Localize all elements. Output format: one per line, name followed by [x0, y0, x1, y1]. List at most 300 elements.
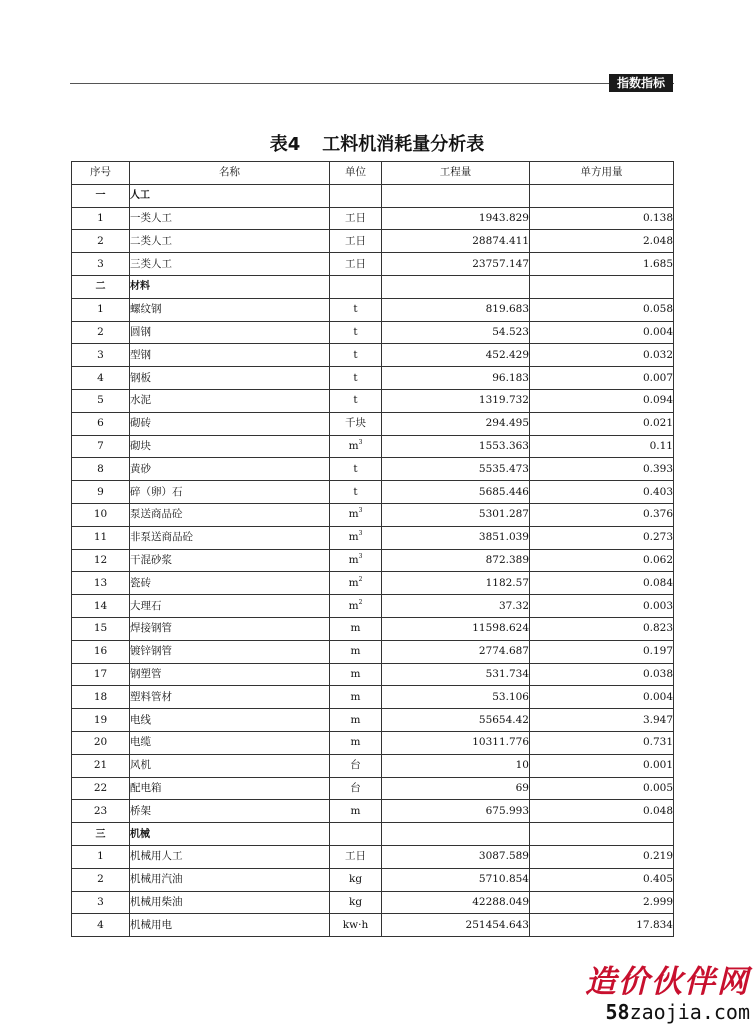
header-rule — [70, 83, 674, 84]
cell-unit-text: m — [348, 599, 359, 612]
cell-rate — [530, 823, 674, 846]
cell-no — [72, 800, 130, 823]
cell-unit — [330, 777, 382, 800]
cell-no-text: 8 — [97, 462, 104, 475]
cell-no-text: 18 — [93, 690, 108, 703]
cell-name-text: 焊接钢管 — [130, 622, 172, 635]
cell-unit-text: m — [350, 736, 361, 749]
consumption-table — [71, 161, 674, 937]
cell-name — [130, 754, 330, 777]
table-row — [72, 640, 674, 663]
cell-qty-text: 675.993 — [485, 804, 529, 817]
cell-rate — [530, 367, 674, 390]
cell-qty — [382, 275, 530, 298]
cell-no — [72, 914, 130, 937]
cell-rate-text: 1.685 — [642, 257, 673, 270]
cell-qty-text: 3851.039 — [478, 531, 529, 544]
cell-name-text: 机械用柴油 — [130, 895, 183, 908]
cell-unit — [330, 389, 382, 412]
cell-rate-text: 0.403 — [642, 485, 673, 498]
cell-no-text: 6 — [97, 417, 104, 430]
cell-no — [72, 845, 130, 868]
cell-no — [72, 184, 130, 207]
cell-rate-text: 17.834 — [636, 918, 673, 931]
cell-qty-text: 11598.624 — [472, 622, 529, 635]
cell-unit-text: t — [353, 303, 358, 316]
table-header-row — [72, 162, 674, 185]
cell-no-text: 10 — [93, 508, 108, 521]
cell-rate — [530, 595, 674, 618]
cell-rate-text: 0.062 — [642, 553, 673, 566]
cell-qty — [382, 184, 530, 207]
cell-rate-text: 2.999 — [642, 895, 673, 908]
cell-unit-text: m — [348, 508, 359, 521]
cell-rate — [530, 412, 674, 435]
cell-rate — [530, 298, 674, 321]
cell-name-text: 配电箱 — [130, 781, 162, 794]
cell-rate-text: 0.048 — [642, 804, 673, 817]
cell-unit — [330, 253, 382, 276]
cell-no — [72, 686, 130, 709]
cell-qty — [382, 412, 530, 435]
cell-name-text: 机械用电 — [130, 918, 172, 931]
cell-no — [72, 207, 130, 230]
cell-rate-text: 0.11 — [649, 439, 673, 452]
cell-rate — [530, 207, 674, 230]
cell-qty — [382, 253, 530, 276]
cell-no-text: 二 — [95, 281, 106, 293]
cell-no-text: 21 — [93, 759, 108, 772]
cell-qty-text: 5710.854 — [478, 873, 529, 886]
cell-name — [130, 253, 330, 276]
col-header-qty: 工程量 — [382, 162, 530, 185]
table-row — [72, 298, 674, 321]
cell-name-text: 风机 — [130, 759, 151, 772]
cell-no-text: 17 — [93, 667, 108, 680]
section-row — [72, 184, 674, 207]
cell-rate — [530, 914, 674, 937]
cell-rate-text: 0.094 — [642, 394, 673, 407]
cell-unit — [330, 435, 382, 458]
cell-unit — [330, 731, 382, 754]
cell-no — [72, 435, 130, 458]
cell-unit-text: t — [353, 325, 358, 338]
cell-unit — [330, 549, 382, 572]
cell-no — [72, 367, 130, 390]
cell-no — [72, 617, 130, 640]
cell-rate — [530, 344, 674, 367]
cell-unit-text: 千块 — [345, 417, 366, 430]
cell-unit — [330, 344, 382, 367]
cell-qty-text: 37.32 — [498, 599, 529, 612]
table-row — [72, 845, 674, 868]
table-title — [0, 130, 754, 156]
cell-unit — [330, 640, 382, 663]
cell-qty — [382, 458, 530, 481]
table-row — [72, 321, 674, 344]
cell-qty-text: 819.683 — [485, 303, 529, 316]
cell-unit-text: t — [353, 462, 358, 475]
cell-unit — [330, 367, 382, 390]
cell-rate — [530, 686, 674, 709]
cell-qty-text: 1943.829 — [478, 211, 529, 224]
cell-unit — [330, 526, 382, 549]
cell-qty — [382, 663, 530, 686]
cell-no — [72, 572, 130, 595]
cell-no — [72, 230, 130, 253]
table-row — [72, 595, 674, 618]
unit-exponent: 3 — [358, 438, 363, 446]
cell-name — [130, 435, 330, 458]
cell-rate-text: 0.273 — [642, 531, 673, 544]
cell-rate — [530, 435, 674, 458]
cell-no — [72, 389, 130, 412]
cell-unit — [330, 686, 382, 709]
cell-no-text: 3 — [97, 257, 104, 270]
cell-rate-text: 0.058 — [642, 303, 673, 316]
cell-rate — [530, 800, 674, 823]
cell-name — [130, 891, 330, 914]
cell-name-text: 机械用汽油 — [130, 873, 183, 886]
cell-unit-text: 台 — [350, 759, 361, 772]
table-row — [72, 686, 674, 709]
cell-name-text: 电缆 — [130, 736, 151, 749]
cell-unit-text: 台 — [350, 781, 361, 794]
cell-rate — [530, 640, 674, 663]
table-row — [72, 549, 674, 572]
cell-qty-text: 5301.287 — [478, 508, 529, 521]
cell-name-text: 非泵送商品砼 — [130, 531, 193, 544]
cell-no — [72, 344, 130, 367]
cell-unit — [330, 617, 382, 640]
cell-no-text: 2 — [97, 873, 104, 886]
cell-qty-text: 531.734 — [485, 667, 529, 680]
cell-name-text: 砌砖 — [130, 417, 151, 430]
cell-name-text: 泵送商品砼 — [130, 508, 183, 521]
cell-unit-text: m — [350, 667, 361, 680]
cell-qty — [382, 823, 530, 846]
unit-exponent: 2 — [358, 598, 363, 606]
cell-unit-text: 工日 — [345, 211, 366, 224]
cell-qty — [382, 526, 530, 549]
table-row — [72, 458, 674, 481]
cell-rate — [530, 389, 674, 412]
cell-no — [72, 298, 130, 321]
cell-name — [130, 914, 330, 937]
cell-name — [130, 640, 330, 663]
cell-unit-text: m — [348, 531, 359, 544]
cell-name-text: 钢板 — [130, 371, 151, 384]
cell-name-text: 机械用人工 — [130, 850, 183, 863]
table-row — [72, 481, 674, 504]
watermark-url-rest: zaojia.com — [629, 1000, 750, 1024]
cell-qty — [382, 207, 530, 230]
cell-name — [130, 868, 330, 891]
cell-no-text: 5 — [97, 394, 104, 407]
cell-qty — [382, 754, 530, 777]
cell-no — [72, 481, 130, 504]
cell-qty — [382, 298, 530, 321]
cell-rate-text: 3.947 — [642, 713, 673, 726]
cell-no-text: 4 — [97, 371, 104, 384]
cell-qty-text: 23757.147 — [472, 257, 529, 270]
cell-rate-text: 0.032 — [642, 348, 673, 361]
cell-unit — [330, 800, 382, 823]
cell-rate — [530, 549, 674, 572]
cell-no-text: 20 — [93, 736, 108, 749]
cell-qty — [382, 845, 530, 868]
cell-no-text: 一 — [95, 190, 106, 202]
cell-name — [130, 458, 330, 481]
cell-name — [130, 344, 330, 367]
cell-name-text: 三类人工 — [130, 257, 172, 270]
cell-no-text: 23 — [93, 804, 108, 817]
cell-qty — [382, 800, 530, 823]
cell-rate-text: 0.138 — [642, 211, 673, 224]
cell-no — [72, 253, 130, 276]
cell-rate — [530, 572, 674, 595]
cell-name — [130, 549, 330, 572]
cell-unit-text: 工日 — [345, 257, 366, 270]
cell-name — [130, 595, 330, 618]
table-row — [72, 253, 674, 276]
cell-no — [72, 526, 130, 549]
cell-name-text: 电线 — [130, 713, 151, 726]
cell-qty — [382, 868, 530, 891]
cell-name — [130, 800, 330, 823]
cell-unit — [330, 321, 382, 344]
cell-name-text: 二类人工 — [130, 234, 172, 247]
cell-unit — [330, 868, 382, 891]
cell-qty-text: 54.523 — [492, 325, 529, 338]
cell-no-text: 19 — [93, 713, 108, 726]
cell-no — [72, 549, 130, 572]
cell-rate-text: 0.405 — [642, 873, 673, 886]
cell-no-text: 9 — [97, 485, 104, 498]
table-row — [72, 777, 674, 800]
cell-no-text: 3 — [97, 895, 104, 908]
cell-unit-text: 工日 — [345, 234, 366, 247]
cell-unit — [330, 663, 382, 686]
cell-rate-text: 0.003 — [642, 599, 673, 612]
cell-qty-text: 1553.363 — [478, 439, 529, 452]
cell-rate-text: 0.376 — [642, 508, 673, 521]
cell-unit-text: m — [348, 576, 359, 589]
section-tag: 指数指标 — [609, 74, 673, 92]
cell-unit — [330, 207, 382, 230]
cell-qty — [382, 435, 530, 458]
section-row — [72, 275, 674, 298]
cell-unit — [330, 845, 382, 868]
cell-no — [72, 777, 130, 800]
col-header-unit: 单位 — [330, 162, 382, 185]
table-body — [72, 184, 674, 936]
table-title-text: 工料机消耗量分析表 — [322, 134, 485, 155]
cell-unit — [330, 412, 382, 435]
cell-name — [130, 412, 330, 435]
cell-name — [130, 845, 330, 868]
cell-no — [72, 754, 130, 777]
cell-unit — [330, 823, 382, 846]
cell-no-text: 7 — [97, 439, 104, 452]
cell-rate-text: 0.038 — [642, 667, 673, 680]
cell-name-text: 钢塑管 — [130, 667, 162, 680]
cell-unit-text: m — [350, 690, 361, 703]
cell-unit — [330, 914, 382, 937]
cell-rate — [530, 321, 674, 344]
cell-unit-text: kw·h — [342, 918, 369, 931]
unit-exponent: 3 — [358, 552, 363, 560]
cell-no — [72, 275, 130, 298]
cell-rate-text: 0.001 — [642, 759, 673, 772]
table-row — [72, 344, 674, 367]
cell-no — [72, 709, 130, 732]
cell-no-text: 1 — [97, 211, 104, 224]
cell-no-text: 2 — [97, 234, 104, 247]
cell-name — [130, 503, 330, 526]
table-row — [72, 526, 674, 549]
cell-no — [72, 823, 130, 846]
cell-name — [130, 572, 330, 595]
cell-no-text: 13 — [93, 576, 108, 589]
cell-qty-text: 872.389 — [485, 553, 529, 566]
table-row — [72, 617, 674, 640]
cell-rate — [530, 184, 674, 207]
cell-qty-text: 53.106 — [492, 690, 529, 703]
cell-unit — [330, 503, 382, 526]
cell-name — [130, 526, 330, 549]
table-row — [72, 800, 674, 823]
cell-rate-text: 0.731 — [642, 736, 673, 749]
cell-qty — [382, 481, 530, 504]
cell-rate-text: 0.393 — [642, 462, 673, 475]
cell-qty — [382, 572, 530, 595]
cell-qty — [382, 367, 530, 390]
cell-rate-text: 0.004 — [642, 690, 673, 703]
cell-qty — [382, 709, 530, 732]
cell-no — [72, 595, 130, 618]
unit-exponent: 3 — [358, 530, 363, 538]
watermark — [570, 965, 750, 1025]
cell-rate — [530, 777, 674, 800]
cell-name-text: 瓷砖 — [130, 576, 151, 589]
cell-rate — [530, 481, 674, 504]
cell-rate — [530, 230, 674, 253]
cell-name-text: 干混砂浆 — [130, 553, 172, 566]
table-row — [72, 891, 674, 914]
table-row — [72, 230, 674, 253]
cell-unit-text: m — [348, 553, 359, 566]
cell-rate — [530, 275, 674, 298]
table-row — [72, 572, 674, 595]
cell-rate — [530, 868, 674, 891]
cell-qty-text: 96.183 — [492, 371, 529, 384]
cell-unit — [330, 572, 382, 595]
cell-name — [130, 481, 330, 504]
cell-no — [72, 321, 130, 344]
cell-qty-text: 251454.643 — [465, 918, 529, 931]
cell-name-text: 大理石 — [130, 599, 162, 612]
cell-no-text: 3 — [97, 348, 104, 361]
table-number: 表4 — [269, 134, 301, 155]
cell-unit-text: m — [350, 713, 361, 726]
cell-unit — [330, 230, 382, 253]
cell-rate-text: 0.084 — [642, 576, 673, 589]
cell-no-text: 三 — [95, 828, 106, 840]
cell-qty — [382, 549, 530, 572]
cell-rate-text: 0.007 — [642, 371, 673, 384]
cell-qty — [382, 640, 530, 663]
cell-name — [130, 389, 330, 412]
cell-no-text: 1 — [97, 850, 104, 863]
cell-no-text: 22 — [93, 781, 108, 794]
cell-unit-text: t — [353, 348, 358, 361]
unit-exponent: 2 — [358, 575, 363, 583]
cell-qty — [382, 731, 530, 754]
section-row — [72, 823, 674, 846]
cell-unit-text: m — [350, 804, 361, 817]
cell-name-text: 黄砂 — [130, 462, 151, 475]
cell-name — [130, 709, 330, 732]
cell-qty-text: 1182.57 — [485, 576, 529, 589]
cell-qty-text: 28874.411 — [472, 234, 529, 247]
cell-name — [130, 298, 330, 321]
cell-qty — [382, 686, 530, 709]
cell-qty — [382, 891, 530, 914]
cell-no — [72, 731, 130, 754]
cell-name — [130, 230, 330, 253]
table-row — [72, 503, 674, 526]
cell-rate-text: 0.005 — [642, 781, 673, 794]
cell-qty-text: 452.429 — [485, 348, 529, 361]
cell-rate — [530, 731, 674, 754]
cell-qty — [382, 321, 530, 344]
cell-name — [130, 617, 330, 640]
cell-unit-text: m — [350, 645, 361, 658]
cell-name — [130, 275, 330, 298]
cell-unit — [330, 754, 382, 777]
cell-rate-text: 0.219 — [642, 850, 673, 863]
cell-qty-text: 5535.473 — [478, 462, 529, 475]
cell-qty-text: 10311.776 — [472, 736, 529, 749]
cell-name-text: 桥架 — [130, 804, 151, 817]
cell-no-text: 1 — [97, 303, 104, 316]
cell-rate — [530, 845, 674, 868]
table-row — [72, 207, 674, 230]
col-header-no: 序号 — [72, 162, 130, 185]
col-header-rate: 单方用量 — [530, 162, 674, 185]
cell-name — [130, 663, 330, 686]
cell-name — [130, 686, 330, 709]
cell-name-text: 圆钢 — [130, 325, 151, 338]
cell-rate — [530, 754, 674, 777]
cell-name-text: 塑料管材 — [130, 690, 172, 703]
table-row — [72, 435, 674, 458]
cell-unit-text: t — [353, 485, 358, 498]
cell-no — [72, 891, 130, 914]
cell-qty-text: 10 — [515, 759, 529, 772]
cell-qty-text: 42288.049 — [472, 895, 529, 908]
cell-unit — [330, 481, 382, 504]
cell-qty-text: 2774.687 — [478, 645, 529, 658]
cell-name-text: 机械 — [130, 828, 150, 840]
cell-qty — [382, 595, 530, 618]
cell-rate — [530, 526, 674, 549]
cell-rate-text: 0.004 — [642, 325, 673, 338]
cell-qty-text: 3087.589 — [478, 850, 529, 863]
cell-name — [130, 731, 330, 754]
col-header-name: 名称 — [130, 162, 330, 185]
